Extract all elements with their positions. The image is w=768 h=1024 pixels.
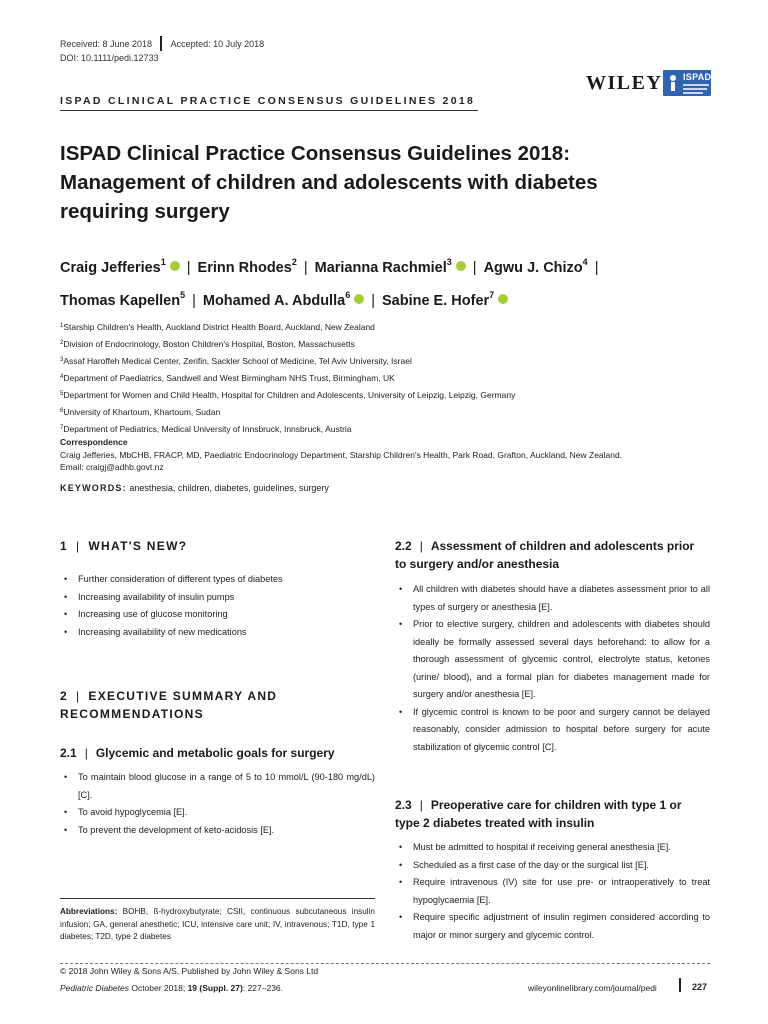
- received-date: Received: 8 June 2018: [60, 38, 153, 49]
- list-item: • To prevent the development of keto-acidosis [E].: [60, 822, 375, 840]
- author-name[interactable]: Thomas Kapellen: [60, 293, 181, 309]
- series-rule: [60, 110, 478, 111]
- list-item: • To avoid hypoglycemia [E].: [60, 804, 375, 822]
- affiliation-item: $^5$Department for Women and Child Health, Hospital for Children and Adolescents, University of Leipzig, Leipzig, Germany: [60, 390, 516, 400]
- list-item: • Increasing use of glucose monitoring: [60, 606, 375, 624]
- orcid-icon[interactable]: [170, 261, 180, 271]
- orcid-icon[interactable]: [498, 294, 508, 304]
- correspondence-address: Craig Jefferies, MbCHB, FRACP, MD, Paediatric Endocrinology Department, Starship Children's Health, Park Road, Grafton, Auckland, New Zealand.: [60, 449, 623, 460]
- author-name[interactable]: Sabine E. Hofer: [381, 293, 490, 309]
- affiliation-item: $^6$University of Khartoum, Khartoum, Sudan: [60, 407, 221, 417]
- affiliations: [60, 318, 720, 437]
- accepted-date: Accepted: 10 July 2018: [170, 38, 265, 49]
- article-dates: [60, 36, 264, 51]
- list-item: • To maintain blood glucose in a range of 5 to 10 mmol/L (90-180 mg/dL) [C].: [60, 769, 375, 804]
- ispad-emblem-icon: [666, 73, 680, 93]
- ispad-logo: [663, 70, 711, 96]
- list-item: • All children with diabetes should have a diabetes assessment prior to all types of surgery or anesthesia [E].: [395, 581, 710, 616]
- section-heading-executive-summary: 2 | EXECUTIVE SUMMARY AND RECOMMENDATIONS: [60, 689, 278, 721]
- author-list: Craig Jefferies$^1$iD | Erinn Rhodes$^2$ | Marianna Rachmiel$^3$iD | Agwu J. Chizo$^4$ | Thomas Kapellen$^5$ | Mohamed A. Abdulla$^6$iD | Sabine E. Hofer$^7$iD: [60, 249, 720, 315]
- author-name[interactable]: Mohamed A. Abdulla: [202, 293, 346, 309]
- author-name[interactable]: Agwu J. Chizo: [483, 260, 583, 276]
- assessment-list: [395, 581, 710, 756]
- page-number: 227: [692, 982, 708, 992]
- affiliation-item: $^7$Department of Pediatrics, Medical University of Innsbruck, Innsbruck, Austria: [60, 424, 352, 434]
- list-item: • If glycemic control is known to be poor and surgery cannot be delayed reasonably, consider admission to hospital before surgery for acute stabilization of glycemic control [C].: [395, 704, 710, 757]
- correspondence-heading: Correspondence: [60, 437, 128, 447]
- ispad-logo-text: ISPAD: [683, 72, 711, 82]
- list-item: • Must be admitted to hospital if receiving general anesthesia [E].: [395, 839, 710, 857]
- orcid-icon[interactable]: [354, 294, 364, 304]
- journal-citation: Pediatric Diabetes October 2018; 19 (Suppl. 27): 227–236.: [60, 983, 284, 993]
- date-separator: [160, 36, 162, 51]
- section-heading-whats-new: 1 | WHAT'S NEW?: [60, 539, 188, 553]
- article-title: ISPAD Clinical Practice Consensus Guidelines 2018: Management of children and adolescents with diabetes requiring surgery: [60, 142, 598, 223]
- publisher-logo: WILEY: [586, 72, 663, 94]
- keywords-label: KEYWORDS:: [60, 483, 127, 493]
- author-name[interactable]: Craig Jefferies: [60, 260, 161, 276]
- correspondence: [60, 436, 720, 474]
- glycemic-goals-list: [60, 769, 375, 839]
- correspondence-email[interactable]: Email: craigj@adhb.govt.nz: [60, 462, 164, 472]
- list-item: • Require intravenous (IV) site for use pre- or intraoperatively to treat hypoglycaemia [E].: [395, 874, 710, 909]
- author-name[interactable]: Erinn Rhodes: [197, 260, 292, 276]
- affiliation-item: $^4$Department of Paediatrics, Sandwell and West Birmingham NHS Trust, Birmingham, UK: [60, 373, 395, 383]
- whats-new-list: [60, 571, 375, 641]
- subsection-heading-2-1: 2.1 | Glycemic and metabolic goals for surgery: [60, 746, 335, 760]
- affiliation-item: $^2$Division of Endocrinology, Boston Children's Hospital, Boston, Massachusetts: [60, 339, 355, 349]
- page-separator: [679, 978, 681, 992]
- journal-website-link[interactable]: wileyonlinelibrary.com/journal/pedi: [528, 983, 657, 993]
- keywords: [60, 483, 329, 493]
- keywords-text: anesthesia, children, diabetes, guidelines, surgery: [126, 483, 329, 493]
- subsection-heading-2-3: 2.3 | Preoperative care for children with type 1 or type 2 diabetes treated with insulin: [395, 798, 682, 830]
- orcid-icon[interactable]: [456, 261, 466, 271]
- list-item: • Further consideration of different types of diabetes: [60, 571, 375, 589]
- preoperative-care-list: [395, 839, 710, 944]
- list-item: • Increasing availability of new medications: [60, 624, 375, 642]
- subsection-heading-2-2: 2.2 | Assessment of children and adolescents prior to surgery and/or anesthesia: [395, 539, 695, 571]
- doi[interactable]: DOI: 10.1111/pedi.12733: [60, 53, 159, 63]
- list-item: • Scheduled as a first case of the day or the surgical list [E].: [395, 857, 710, 875]
- affiliation-item: $^1$Starship Children's Health, Auckland District Health Board, Auckland, New Zealand: [60, 322, 375, 332]
- list-item: • Require specific adjustment of insulin regimen considered according to major or minor surgery and glycemic control.: [395, 909, 710, 944]
- list-item: • Increasing availability of insulin pumps: [60, 589, 375, 607]
- affiliation-item: $^3$Assaf Haroffeh Medical Center, Zerifin, Sackler School of Medicine, Tel Aviv University, Israel: [60, 356, 412, 366]
- series-label: ISPAD CLINICAL PRACTICE CONSENSUS GUIDELINES 2018: [60, 95, 476, 107]
- copyright: © 2018 John Wiley & Sons A/S. Published by John Wiley & Sons Ltd: [60, 966, 319, 976]
- footnote-rule: [60, 898, 375, 899]
- footer-rule: [60, 963, 710, 964]
- author-name[interactable]: Marianna Rachmiel: [314, 260, 447, 276]
- abbreviations-footnote: Abbreviations: BOHB, ß-hydroxybutyrate; CSII, continuous subcutaneous insulin infusion; GA, general anesthetic; ICU, intensive care unit; IV, intravenous; T1D, type 1 diabetes; T2D, type 2 diabetes: [60, 907, 375, 941]
- list-item: • Prior to elective surgery, children and adolescents with diabetes should ideally be formally assessed several days beforehand: to allow for a thorough assessment of glycemic control, electrolyte status, ketones (urine/ blood), and a formal plan for diabetes management made for surgery and/or anesthesia [E].: [395, 616, 710, 704]
